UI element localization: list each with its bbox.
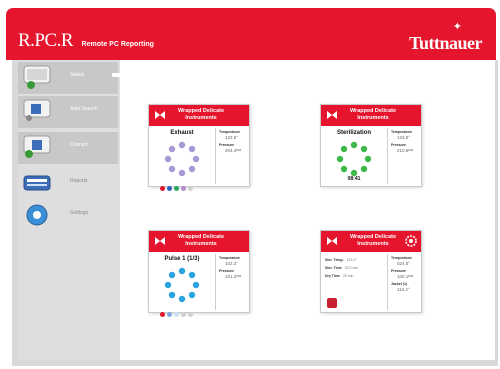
card-body [321,252,421,312]
readings [219,130,247,156]
status-dot [167,312,172,317]
program-title: Wrapped Delicate Instruments [177,234,225,247]
program-title: Wrapped Delicate Instruments [349,108,397,121]
reading-value: 122.5° [225,135,239,140]
status-dot [174,186,179,191]
reading-label: Jacket (1) [391,282,408,286]
readings [391,130,419,156]
sidebar-item-label: Auto Search [70,106,98,112]
autoclave-card[interactable] [320,104,422,187]
reading-value: 123.5° [397,135,411,140]
card-header [321,105,421,126]
butterfly-icon [154,235,166,247]
card-body [149,126,249,186]
cycle-phase: Exhaust [170,130,194,136]
status-dot [181,186,186,191]
app-subtitle: Remote PC Reporting [81,41,154,48]
divider [387,254,388,310]
status-monitor-icon [23,64,53,90]
reading-value: 210.6ᵏᵖᵃ [397,148,414,153]
readings [391,256,419,295]
connect-icon [23,134,53,160]
remaining-time: 08:41 [347,176,361,182]
reading-label: Temperature [391,256,412,260]
sidebar-item-label: Connect [70,142,89,148]
sidebar-item-connect[interactable] [18,132,118,164]
status-dot [167,186,172,191]
reading-label: Pressure [219,269,234,273]
cycle-phase: Pulse 1 (1/3) [164,256,200,262]
sidebar-item-auto-search[interactable] [18,96,118,128]
reading-value: 024.5° [397,261,411,266]
progress-ring-icon [162,139,202,179]
parameter-value: 20.0 min [344,266,359,270]
parameter-row [325,258,385,262]
parameter-label: Ster. Temp. [325,258,344,262]
app-logo: R.PC.R [18,30,74,51]
parameter-label: Dry Time [325,274,340,278]
reading-value: 100.1ᵏᵖᵃ [397,274,414,279]
reading-value: 102.3° [225,261,239,266]
autoclave-card[interactable] [320,230,422,313]
auto-search-icon [23,98,53,124]
star-icon: ✦ [452,21,462,33]
readings [219,256,247,282]
card-body [321,126,421,186]
app-header [6,8,496,60]
reading-value: 110.2° [397,287,410,292]
divider [215,128,216,184]
butterfly-icon [154,109,166,121]
main-content [120,60,495,360]
sidebar-item-reports[interactable] [18,168,118,200]
sidebar-item-settings[interactable] [18,200,118,232]
status-dot [181,312,186,317]
reading-label: Pressure [219,143,234,147]
autoclave-card[interactable] [148,230,250,313]
status-dot [188,312,193,317]
divider [215,254,216,310]
reading-label: Temperature [219,130,240,134]
program-title: Wrapped Delicate Instruments [349,234,397,247]
divider [387,128,388,184]
program-parameters [325,258,385,282]
sidebar-item-label: Settings [70,210,89,216]
parameter-row [325,266,385,270]
status-dot [160,186,165,191]
card-body [149,252,249,312]
parameter-label: Ster. Time [325,266,342,270]
butterfly-icon [326,109,338,121]
progress-ring-icon [162,265,202,305]
status-dot [188,186,193,191]
settings-icon [23,202,53,228]
card-header [321,231,421,252]
sidebar-item-label: Reports [70,178,88,184]
program-title: Wrapped Delicate Instruments [177,108,225,121]
card-header [149,231,249,252]
status-dots [160,178,195,196]
sidebar-item-label: Status [70,72,85,78]
reading-value: 204.4ᵏᵖᵃ [225,148,242,153]
reading-label: Pressure [391,269,406,273]
progress-ring-icon [334,139,374,179]
butterfly-icon [326,235,338,247]
start-button[interactable] [327,298,337,308]
autoclave-card[interactable] [148,104,250,187]
sidebar-item-status[interactable] [18,62,118,94]
sidebar [18,60,120,360]
reading-value: 101.2ᵏᵖᵃ [225,274,242,279]
reading-label: Temperature [219,256,240,260]
status-dot [174,312,179,317]
reading-label: Temperature [391,130,412,134]
status-dot [160,312,165,317]
parameter-row [325,274,385,278]
maker-logo: Tuttnauer [409,33,482,53]
parameter-value: 20 min [342,274,354,278]
reports-icon [23,170,53,196]
card-header [149,105,249,126]
parameter-value: 121.0° [346,258,357,262]
status-dots [160,304,195,322]
reading-label: Pressure [391,143,406,147]
cycle-phase: Sterilization [336,130,371,136]
gear-icon[interactable] [404,234,418,248]
brand-title [18,30,154,52]
